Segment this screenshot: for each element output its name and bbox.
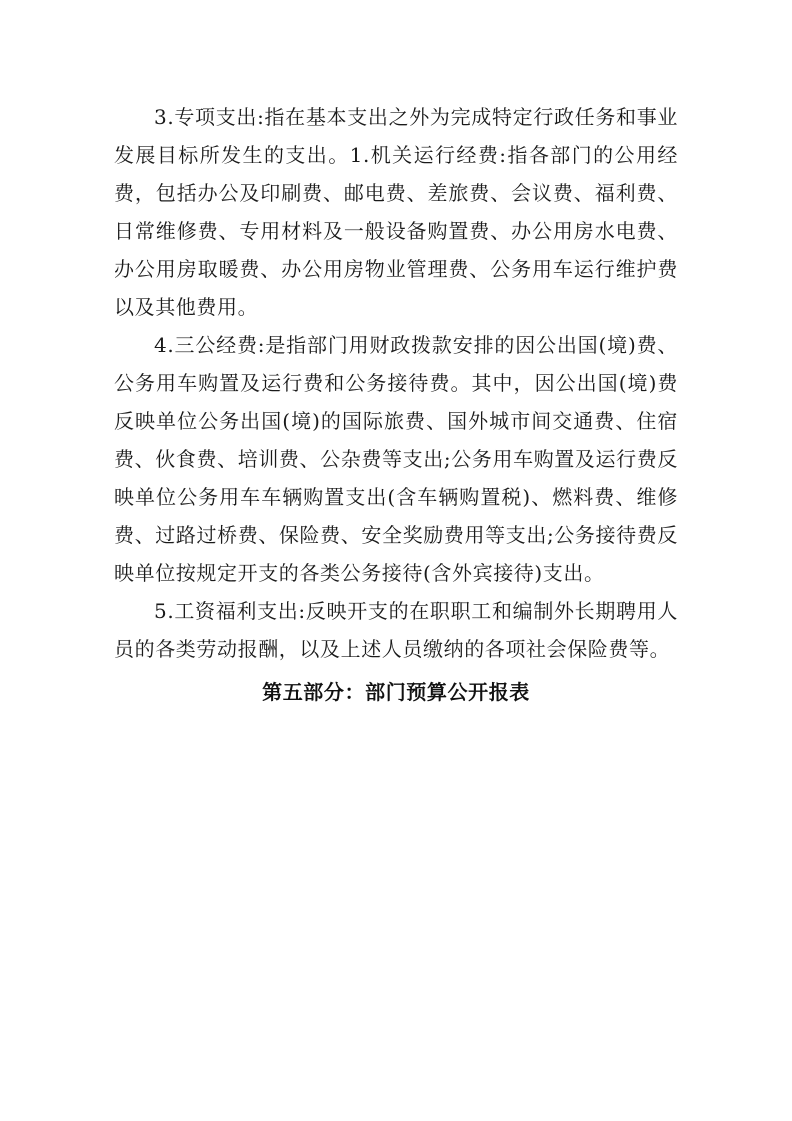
document-body <box>114 98 678 710</box>
section-heading: 第五部分：部门预算公开报表 <box>262 680 530 704</box>
paragraph-wage-welfare-expenditure: 5.工资福利支出:反映开支的在职职工和编制外长期聘用人员的各类劳动报酬，以及上述人员缴纳的各项社会保险费等。 <box>114 599 678 661</box>
paragraph-special-expenditure: 3.专项支出:指在基本支出之外为完成特定行政任务和事业发展目标所发生的支出。1.机关运行经费:指各部门的公用经费，包括办公及印刷费、邮电费、差旅费、会议费、福利费、日常维修费、专用材料及一般设备购置费、办公用房水电费、办公用房取暖费、办公用房物业管理费、公务用车运行维护费以及其他费用。 <box>114 105 678 319</box>
paragraph-three-public-expenses: 4.三公经费:是指部门用财政拨款安排的因公出国(境)费、公务用车购置及运行费和公务接待费。其中，因公出国(境)费反映单位公务出国(境)的国际旅费、国外城市间交通费、住宿费、伙食费、培训费、公杂费等支出;公务用车购置及运行费反映单位公务用车车辆购置支出(含车辆购置税)、燃料费、维修费、过路过桥费、保险费、安全奖励费用等支出;公务接待费反映单位按规定开支的各类公务接待(含外宾接待)支出。 <box>114 333 678 585</box>
